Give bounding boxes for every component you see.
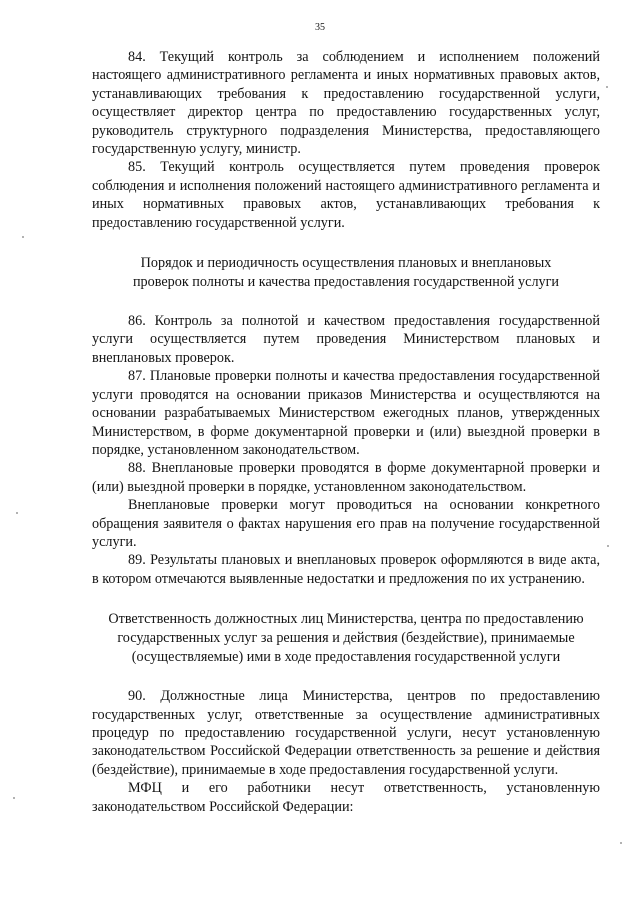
paragraph-88: 88. Внеплановые проверки проводятся в форме документарной проверки и (или) выездной проверки в порядке, установленном законодательством.	[92, 460, 600, 495]
document-body	[92, 48, 600, 816]
paragraph-87: 87. Плановые проверки полноты и качества предоставления государственной услуги проводятся на основании приказов Министерства и осуществляются на основании разрабатываемых Министерством ежегодных планов, утвержденных Министерством, в форме документарной проверки и (или) выездной проверки в порядке, установленном законодательством.	[92, 368, 600, 458]
paragraph-88-cont: Внеплановые проверки могут проводиться на основании конкретного обращения заявителя о фактах нарушения его прав на получение государственной услуги.	[92, 497, 600, 550]
paragraph-89: 89. Результаты плановых и внеплановых проверок оформляются в виде акта, в котором отмечаются выявленные недостатки и предложения по их устранению.	[92, 552, 600, 587]
paragraph-85: 85. Текущий контроль осуществляется путем проведения проверок соблюдения и исполнения положений настоящего административного регламента и иных нормативных правовых актов, устанавливающих требования к предоставлению государственной услуги.	[92, 159, 600, 231]
section-heading-responsibility: Ответственность должностных лиц Министерства, центра по предоставлению государственных услуг за решения и действия (бездействие), принимаемые (осуществляемые) ими в ходе предоставления государственной услуги	[108, 611, 584, 666]
paragraph-90: 90. Должностные лица Министерства, центров по предоставлению государственных услуг, ответственные за осуществление административных процедур по предоставлению государственной услуги, несут установленную законодательством Российской Федерации ответственность за решение и действия (бездействие), принимаемые в ходе предоставления государственной услуги.	[92, 688, 600, 778]
paragraph-84: 84. Текущий контроль за соблюдением и исполнением положений настоящего административного регламента и иных нормативных правовых актов, устанавливающих требования к предоставлению государственной услуги, осуществляет директор центра по предоставлению государственных услуг, руководитель структурного подразделения Министерства, предоставляющего государственную услугу, министр.	[92, 49, 600, 158]
paragraph-86: 86. Контроль за полнотой и качеством предоставления государственной услуги осуществляется путем проведения Министерством плановых и внеплановых проверок.	[92, 313, 600, 366]
page-number: 35	[315, 22, 325, 33]
section-heading-inspections: Порядок и периодичность осуществления плановых и внеплановых проверок полноты и качества предоставления государственной услуги	[132, 255, 560, 291]
paragraph-mfc: МФЦ и его работники несут ответственность, установленную законодательством Российской Федерации:	[92, 780, 600, 815]
